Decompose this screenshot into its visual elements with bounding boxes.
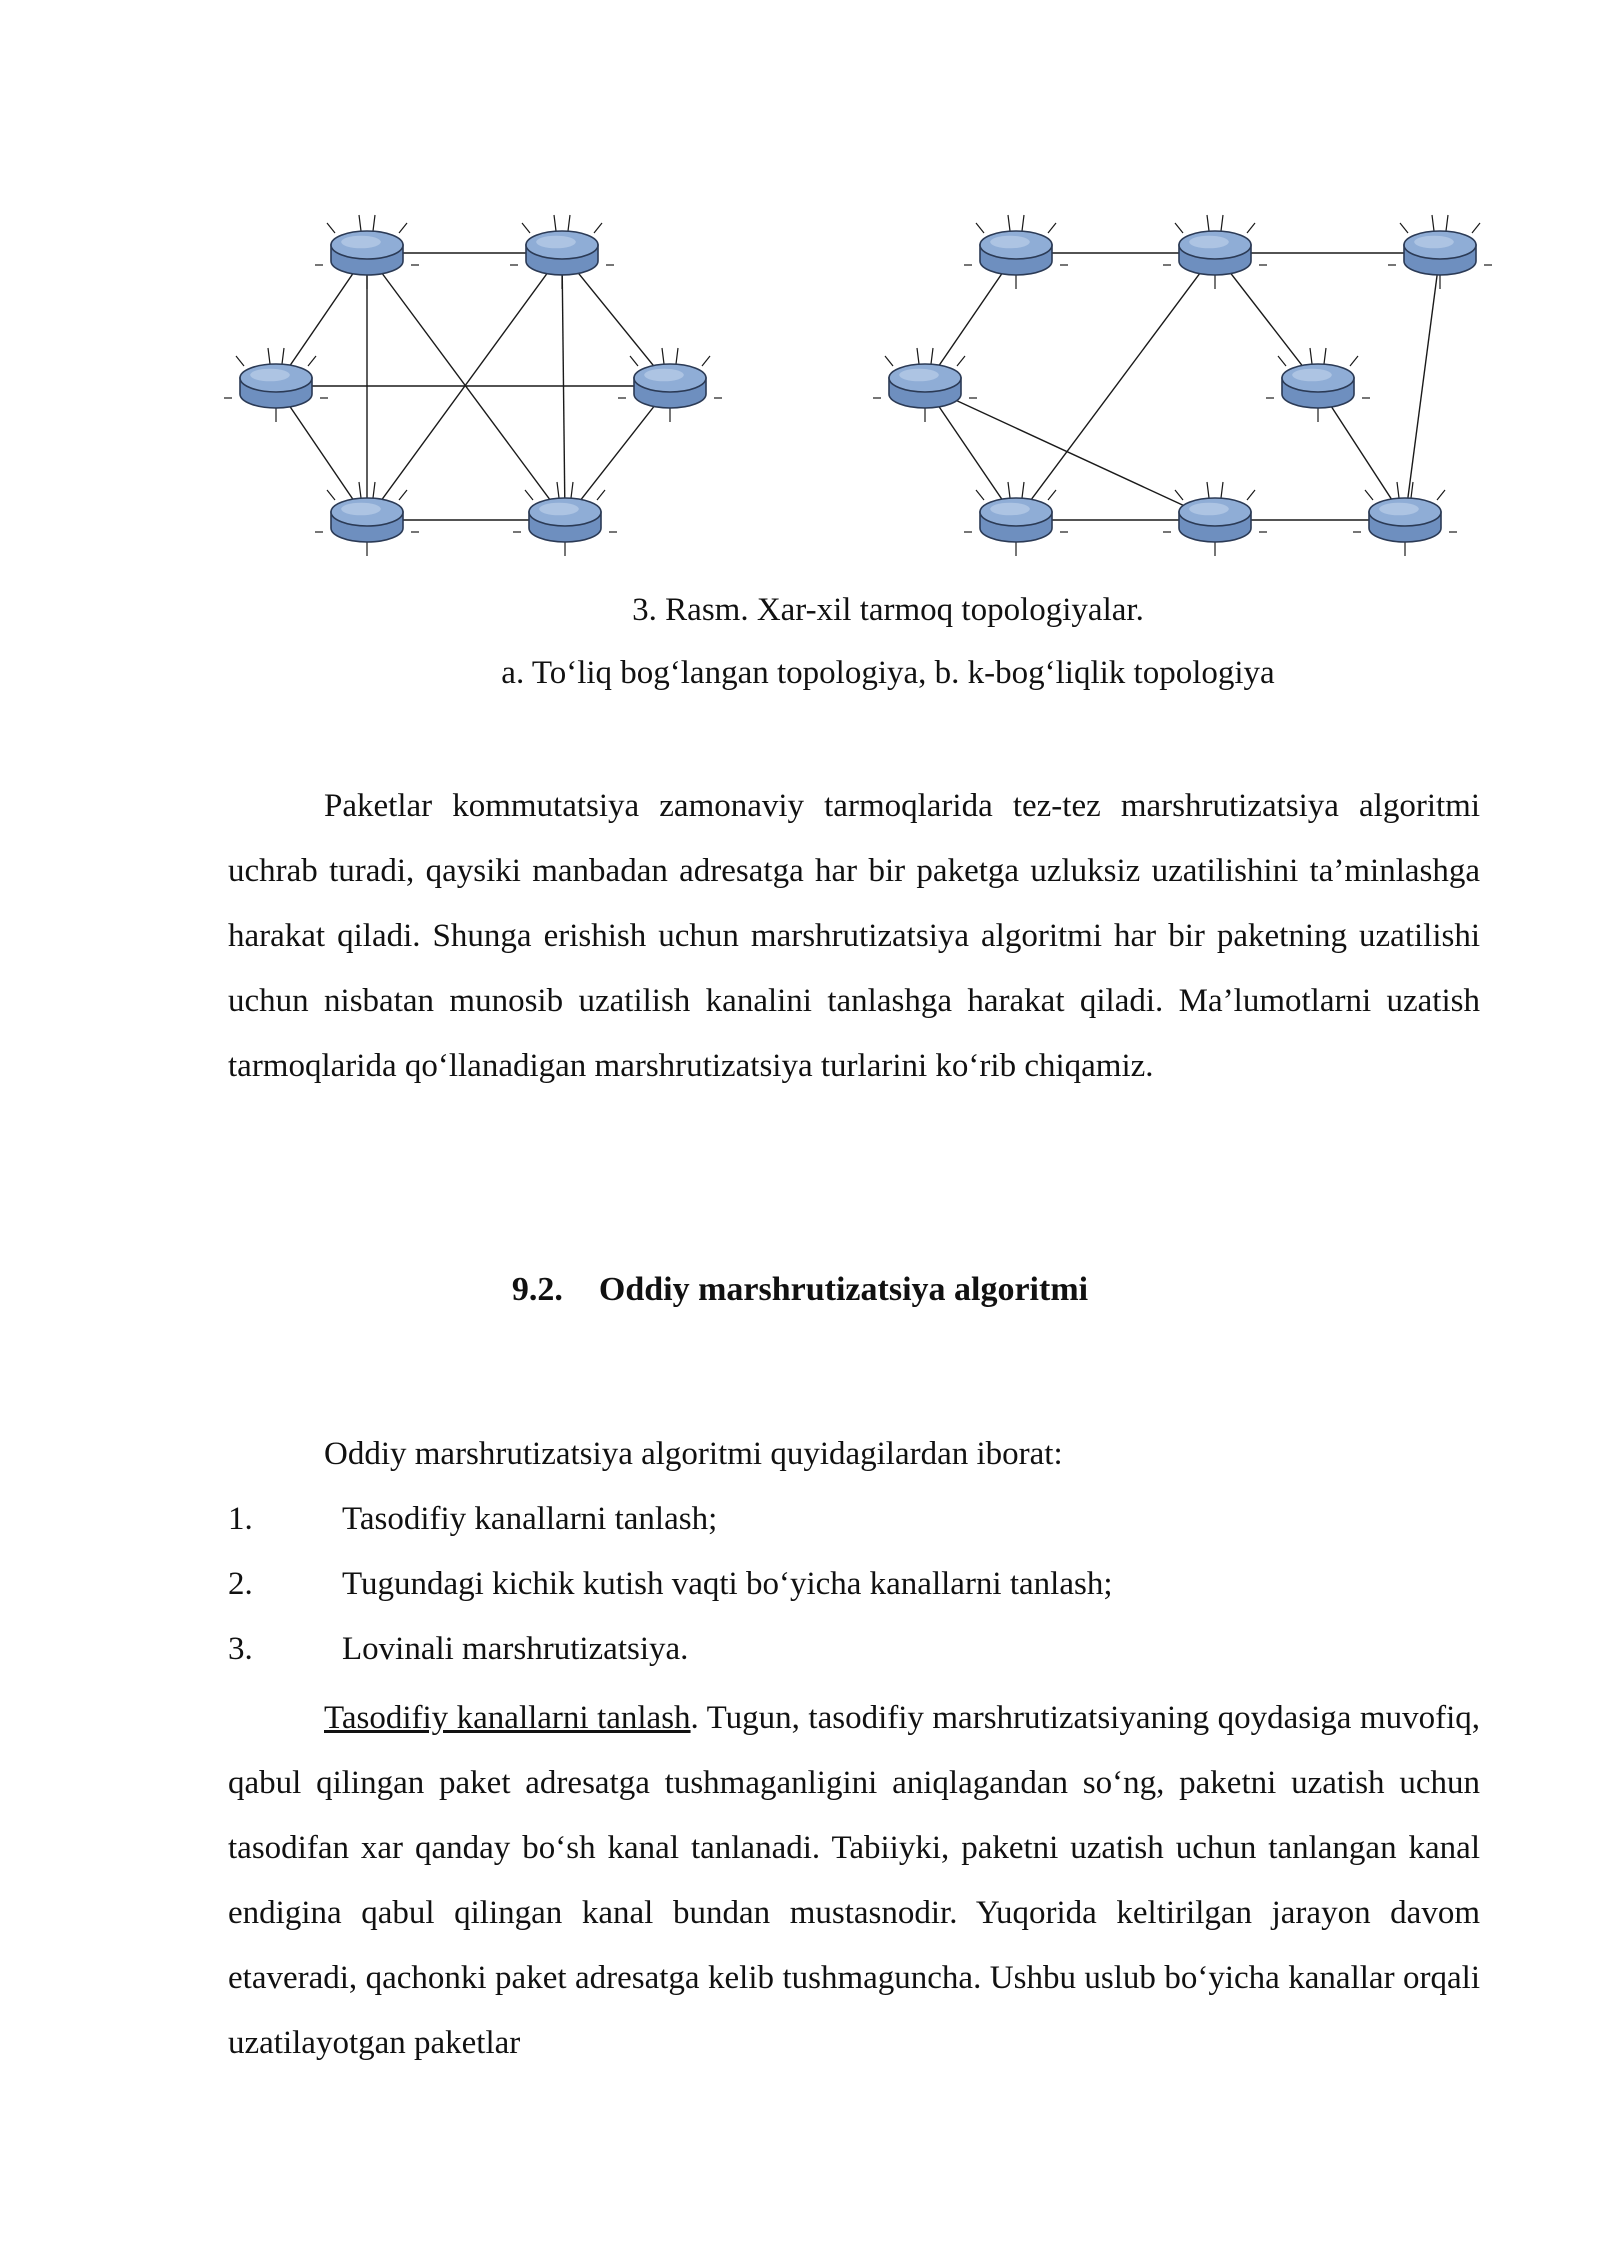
- link-line: [925, 386, 1215, 520]
- list-item-text: Tasodifiy kanallarni tanlash;: [342, 1501, 718, 1537]
- router-node-icon: [1353, 482, 1457, 556]
- router-node-icon: [510, 215, 614, 289]
- list-item-number: 2.: [228, 1566, 253, 1602]
- network-topology-figure: [0, 0, 1600, 580]
- router-node-icon: [618, 348, 722, 422]
- underlined-term: Tasodifiy kanallarni tanlash: [324, 1700, 691, 1736]
- k-connectivity-topology-diagram: [873, 215, 1492, 556]
- router-node-icon: [1163, 215, 1267, 289]
- list-item-text: Tugundagi kichik kutish vaqti bo‘yicha kanallarni tanlash;: [342, 1566, 1113, 1602]
- figure-caption-title: 3. Rasm. Xar-xil tarmoq topologiyalar.: [632, 592, 1144, 628]
- router-node-icon: [1266, 348, 1370, 422]
- link-line: [1405, 253, 1440, 520]
- fully-connected-topology-diagram: [224, 215, 722, 556]
- router-node-icon: [1163, 482, 1267, 556]
- link-line: [1016, 253, 1215, 520]
- router-node-icon: [1388, 215, 1492, 289]
- router-node-icon: [964, 215, 1068, 289]
- list-item-text: Lovinali marshrutizatsiya.: [342, 1631, 689, 1667]
- section-title: Oddiy marshrutizatsiya algoritmi: [598, 1271, 1089, 1308]
- list-item-number: 1.: [228, 1501, 253, 1537]
- router-node-icon: [873, 348, 977, 422]
- body-paragraph-2: [228, 1686, 1480, 2076]
- section-number: 9.2.: [511, 1271, 563, 1308]
- list-item-number: 3.: [228, 1631, 253, 1667]
- figure-caption-subtitle: a. To‘liq bog‘langan topologiya, b. k-bog‘liqlik topologiya: [501, 655, 1275, 691]
- body-paragraph-1: Paketlar kommutatsiya zamonaviy tarmoqlarida tez-tez marshrutizatsiya algoritmi uchrab turadi, qaysiki manbadan adresatga har bir paketga uzluksiz uzatilishini ta’minlashga harakat qiladi. Shunga erishish uchun marshrutizatsiya algoritmi har bir paketning uzatilishi uchun nisbatan munosib uzatilish kanalini tanlashga harakat qiladi. Ma’lumotlarni uzatish tarmoqlarida qo‘llanadigan marshrutizatsiya turlarini ko‘rib chiqamiz.: [228, 788, 1480, 1084]
- section-heading: [0, 1270, 1600, 1310]
- router-node-icon: [224, 348, 328, 422]
- router-node-icon: [315, 215, 419, 289]
- paragraph-2-text: . Tugun, tasodifiy marshrutizatsiyaning qoydasiga muvofiq, qabul qilingan paket adresatga tushmaganligini aniqlagandan so‘ng, paketni uzatish uchun tasodifan xar qanday bo‘sh kanal tanlanadi. Tabiiyki, paketni uzatish uchun tanlangan kanal endigina qabul qilingan kanal bundan mustasnodir. Yuqorida keltirilgan jarayon davom etaveradi, qachonki paket adresatga kelib tushmaguncha. Ushbu uslub bo‘yicha kanallar orqali uzatilayotgan paketlar: [228, 1700, 1480, 2061]
- list-intro: Oddiy marshrutizatsiya algoritmi quyidagilardan iborat:: [324, 1436, 1063, 1472]
- router-node-icon: [964, 482, 1068, 556]
